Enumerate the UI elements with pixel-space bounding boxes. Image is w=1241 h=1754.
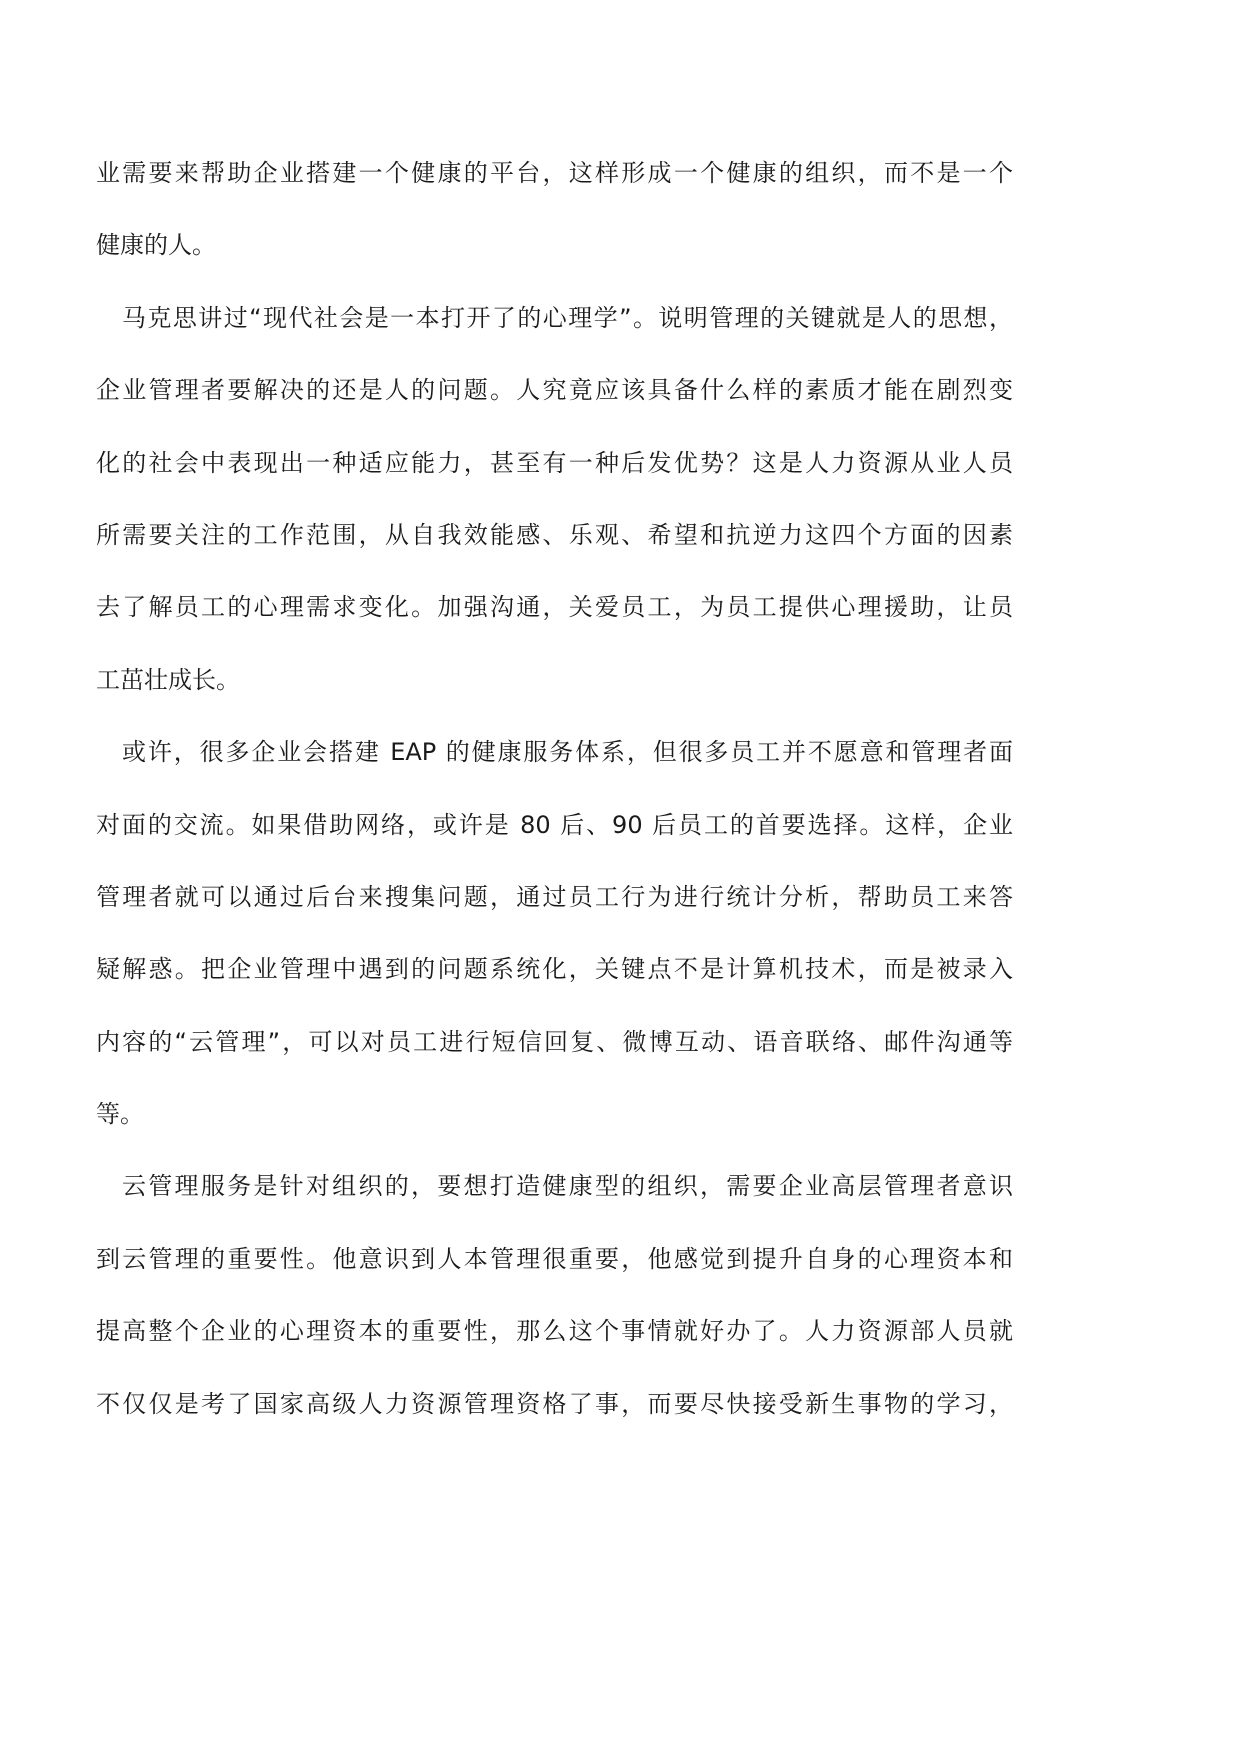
- text-line: 对面的交流。如果借助网络，或许是 80 后、90 后员工的首要选择。这样，企业: [96, 810, 1013, 839]
- paragraph: [96, 716, 1013, 1150]
- text-line: 云管理服务是针对组织的，要想打造健康型的组织，需要企业高层管理者意识: [122, 1172, 1013, 1201]
- text-line: 内容的“云管理”，可以对员工进行短信回复、微博互动、语音联络、邮件沟通等: [96, 1027, 1013, 1056]
- text-line: 工茁壮成长。: [96, 665, 240, 694]
- paragraph: [96, 282, 1013, 716]
- text-line: 马克思讲过“现代社会是一本打开了的心理学”。说明管理的关键就是人的思想，: [122, 303, 1013, 332]
- text-line: 业需要来帮助企业搭建一个健康的平台，这样形成一个健康的组织，而不是一个: [96, 159, 1013, 187]
- text-line: 提高整个企业的心理资本的重要性，那么这个事情就好办了。人力资源部人员就: [96, 1317, 1013, 1346]
- paragraph: [96, 137, 1013, 282]
- text-line: 不仅仅是考了国家高级人力资源管理资格了事，而要尽快接受新生事物的学习，: [96, 1389, 1013, 1418]
- text-line: 化的社会中表现出一种适应能力，甚至有一种后发优势？这是人力资源从业人员: [96, 448, 1013, 477]
- text-line: 或许，很多企业会搭建 EAP 的健康服务体系，但很多员工并不愿意和管理者面: [122, 738, 1013, 767]
- text-line: 疑解惑。把企业管理中遇到的问题系统化，关键点不是计算机技术，而是被录入: [96, 955, 1013, 984]
- text-line: 等。: [96, 1100, 144, 1129]
- text-line: 健康的人。: [96, 231, 216, 260]
- text-line: 管理者就可以通过后台来搜集问题，通过员工行为进行统计分析，帮助员工来答: [96, 882, 1013, 911]
- paragraph: [96, 1150, 1013, 1440]
- document-body: [96, 137, 1013, 1440]
- text-line: 去了解员工的心理需求变化。加强沟通，关爱员工，为员工提供心理援助，让员: [96, 593, 1013, 622]
- text-line: 企业管理者要解决的还是人的问题。人究竟应该具备什么样的素质才能在剧烈变: [96, 376, 1013, 405]
- text-line: 到云管理的重要性。他意识到人本管理很重要，他感觉到提升自身的心理资本和: [96, 1244, 1013, 1273]
- text-line: 所需要关注的工作范围，从自我效能感、乐观、希望和抗逆力这四个方面的因素: [96, 520, 1013, 549]
